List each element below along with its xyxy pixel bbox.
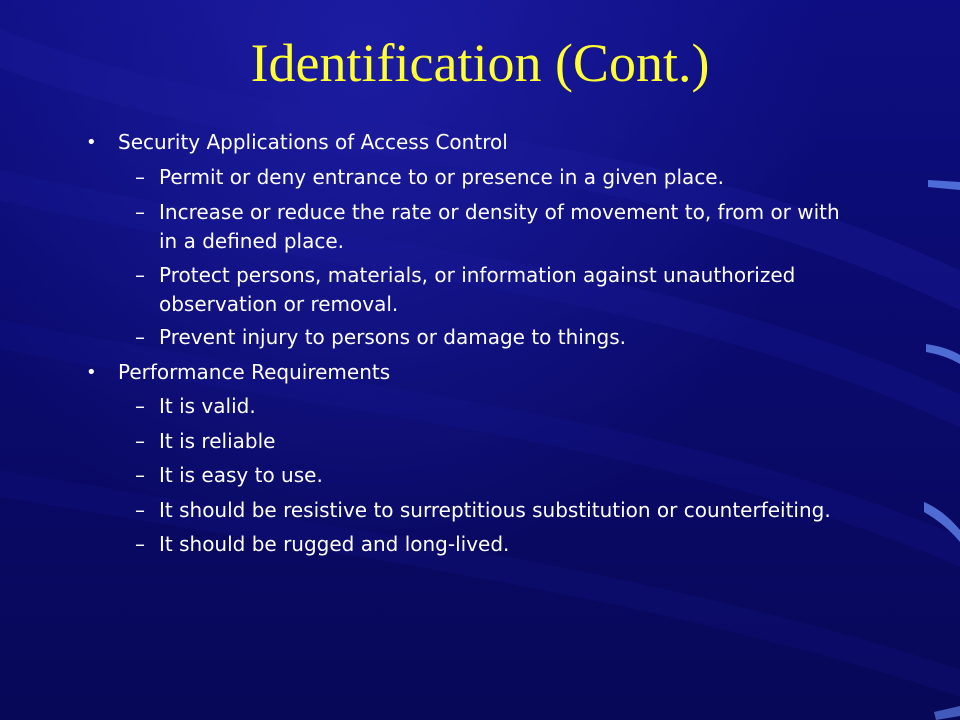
section-heading-performance-requirements: Performance Requirements	[118, 360, 391, 384]
list-item: Prevent injury to persons or damage to things.	[159, 325, 626, 349]
list-item: Permit or deny entrance to or presence in a given place.	[159, 165, 724, 189]
section-heading-security-applications: Security Applications of Access Control	[118, 130, 508, 154]
slide-title: Identification (Cont.)	[250, 33, 710, 93]
bullet-icon: •	[86, 362, 97, 383]
dash-icon: –	[135, 394, 145, 418]
list-item: Increase or reduce the rate or density of movement to, from or with in a defined place.	[159, 200, 840, 253]
bullet-icon: •	[86, 132, 97, 153]
dash-icon: –	[135, 325, 145, 349]
dash-icon: –	[135, 498, 145, 522]
dash-icon: –	[135, 200, 145, 224]
dash-icon: –	[135, 429, 145, 453]
list-item: Protect persons, materials, or information against unauthorized observation or removal.	[159, 263, 796, 316]
list-item: It is reliable	[159, 429, 276, 453]
list-item: It should be rugged and long-lived.	[159, 532, 510, 556]
list-item: It is easy to use.	[159, 463, 323, 487]
dash-icon: –	[135, 165, 145, 189]
dash-icon: –	[135, 532, 145, 556]
dash-icon: –	[135, 463, 145, 487]
list-item: It should be resistive to surreptitious substitution or counterfeiting.	[159, 498, 831, 522]
list-item: It is valid.	[159, 394, 256, 418]
dash-icon: –	[135, 263, 145, 287]
